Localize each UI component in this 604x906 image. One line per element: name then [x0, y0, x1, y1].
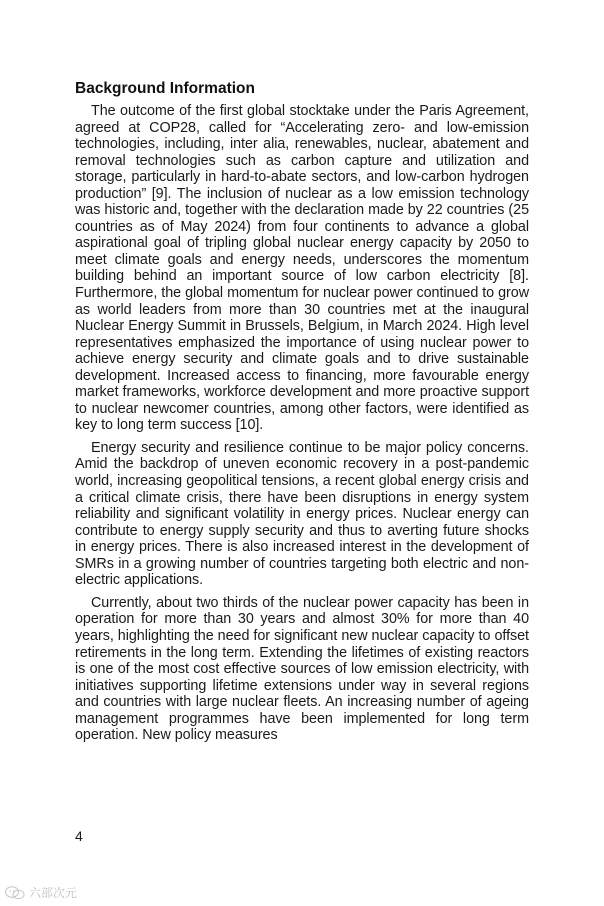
section-heading: Background Information — [75, 80, 255, 97]
paragraph-1: The outcome of the first global stocktake under the Paris Agreement, agreed at COP28, called for “Accelerating zero- and low-emission technologies, including, inter alia, renewables, nuclear, abatement and removal technologies such as carbon capture and utilization and storage, particularly in hard-to-abate sectors, and low-carbon hydrogen production” [9]. The inclusion of nuclear as a low emission technology was historic and, together with the declaration made by 22 countries (25 countries as of May 2024) from four continents to advance a global aspirational goal of tripling global nuclear energy capacity by 2050 to meet climate goals and energy needs, underscores the momentum building behind an important source of low carbon electricity [8]. Furthermore, the global momentum for nuclear power continued to grow as world leaders from more than 30 countries met at the inaugural Nuclear Energy Summit in Brussels, Belgium, in March 2024. High level representatives emphasized the importance of using nuclear power to achieve energy security and climate goals and to drive sustainable development. Increased access to financing, more favourable energy market frameworks, workforce development and more proactive support to nuclear newcomer countries, among other factors, were identified as key to long term success [10]. — [75, 103, 529, 434]
paragraph-2: Energy security and resilience continue to be major policy concerns. Amid the backdrop of uneven economic recovery in a post-pandemic world, increasing geopolitical tensions, a recent global energy crisis and a critical climate crisis, there have been disruptions in energy system reliability and significant volatility in energy prices. Nuclear energy can contribute to energy supply security and thus to averting future shocks in energy prices. There is also increased interest in the development of SMRs in a growing number of countries targeting both electric and non-electric applications. — [75, 439, 529, 589]
page-number: 4 — [75, 828, 83, 844]
wechat-logo-icon — [4, 885, 26, 901]
watermark-text: 六部次元 — [29, 886, 78, 900]
watermark — [4, 884, 77, 901]
page-content — [75, 80, 529, 750]
paragraph-3: Currently, about two thirds of the nuclear power capacity has been in operation for more than 30 years and almost 30% for more than 40 years, highlighting the need for significant new nuclear capacity to offset retirements in the long term. Extending the lifetimes of existing reactors is one of the most cost effective sources of low emission electricity, with initiatives supporting lifetime extensions under way in several regions and countries with large nuclear fleets. An increasing number of ageing management programmes have been implemented for long term operation. New policy measures — [75, 594, 529, 744]
